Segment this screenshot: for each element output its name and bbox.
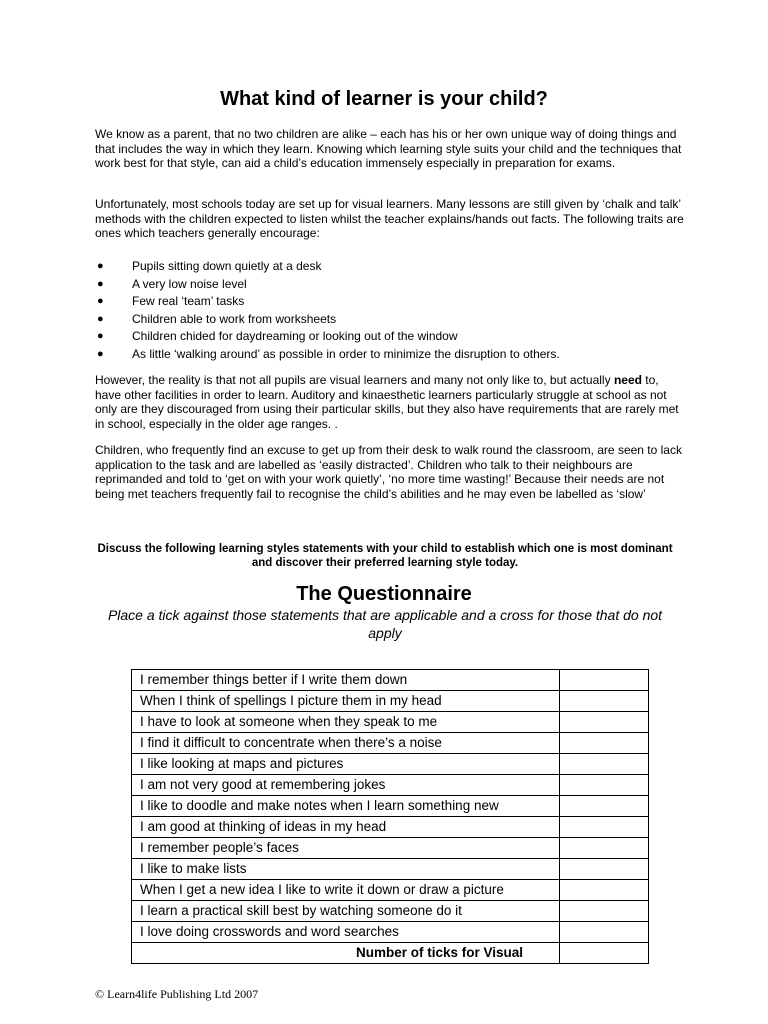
statement-cell: I am good at thinking of ideas in my head [132,817,560,838]
bullet-icon: ● [97,312,104,325]
trait-item [95,276,685,294]
trait-item [95,311,685,329]
tick-cell[interactable] [560,775,649,796]
bullet-icon: ● [97,295,104,307]
need-emphasis: need [613,373,642,387]
statement-cell: I remember people’s faces [132,838,560,859]
trait-item [95,328,685,346]
bullet-icon: ● [97,260,104,272]
table-row [132,712,649,733]
visual-schools-paragraph: Unfortunately, most schools today are set up for visual learners. Many lessons are still given by ‘chalk and talk’ methods with the children expected to listen whilst the teacher explains/hands out facts. The following traits are ones which teachers generally encourage: [95,197,684,240]
questionnaire-title: The Questionnaire [296,583,472,605]
tick-cell[interactable] [560,670,649,691]
statement-cell: I find it difficult to concentrate when there’s a noise [132,733,560,754]
statement-cell: I like looking at maps and pictures [132,754,560,775]
table-row [132,838,649,859]
statement-cell: I have to look at someone when they speak to me [132,712,560,733]
tick-cell[interactable] [560,712,649,733]
traits-list [95,258,685,363]
table-row [132,733,649,754]
tick-cell[interactable] [560,859,649,880]
statement-cell: I learn a practical skill best by watching someone do it [132,901,560,922]
tick-cell[interactable] [560,754,649,775]
trait-text: Pupils sitting down quietly at a desk [132,259,322,273]
tick-cell[interactable] [560,691,649,712]
trait-text: Children able to work from worksheets [132,311,337,326]
statement-cell: I like to make lists [132,859,560,880]
trait-item [95,346,685,364]
reality-text-end: to, have other facilities in order to learn. Auditory and kinaesthetic learners particularly struggle at school as not only are they discouraged from using their particular skills, but they also have requirements that are rarely met in school, especially in the older age ranges. . [95,373,679,431]
statement-cell: When I think of spellings I picture them in my head [132,691,560,712]
trait-text: Few real ‘team’ tasks [132,294,245,308]
table-row [132,922,649,943]
trait-text: A very low noise level [132,276,247,291]
bullet-icon: ● [97,277,104,290]
bullet-icon: ● [97,347,104,360]
statement-cell: I like to doodle and make notes when I learn something new [132,796,560,817]
tick-cell[interactable] [560,838,649,859]
table-row [132,859,649,880]
table-row [132,775,649,796]
trait-text: Children chided for daydreaming or looking out of the window [132,329,458,343]
trait-text: As little ‘walking around’ as possible in order to minimize the disruption to others. [132,346,560,361]
tick-cell[interactable] [560,901,649,922]
table-row [132,880,649,901]
trait-item [95,293,685,311]
reality-paragraph [95,373,685,431]
total-row [132,943,649,964]
tick-cell[interactable] [560,817,649,838]
table-row [132,691,649,712]
statement-cell: I remember things better if I write them down [132,670,560,691]
page-title: What kind of learner is your child? [220,88,548,110]
questionnaire-table [131,669,649,964]
intro-paragraph: We know as a parent, that no two children are alike – each has his or her own unique way of doing things and that includes the way in which they learn. Knowing which learning style suits your child and the techniques that work best for that style, can aid a child’s education immensely especially in preparation for exams. [95,127,682,170]
tick-cell[interactable] [560,733,649,754]
statement-cell: When I get a new idea I like to write it down or draw a picture [132,880,560,901]
questionnaire-subtitle: Place a tick against those statements that are applicable and a cross for those that do not apply [107,607,663,641]
discuss-instructions: Discuss the following learning styles statements with your child to establish which one is most dominant and discover their preferred learning style today. [97,543,673,569]
children-paragraph: Children, who frequently find an excuse to get up from their desk to walk round the classroom, are seen to lack application to the task and are labelled as ‘easily distracted’. Children who talk to their neighbours are reprimanded and told to ‘get on with your work quietly’, ‘no more time wasting!’ Because their needs are not being met teachers frequently fail to recognise the child’s abilities and he may even be labelled as ‘slow’ [95,443,682,501]
table-row [132,901,649,922]
trait-item [95,258,685,276]
tick-cell[interactable] [560,796,649,817]
statement-cell: I am not very good at remembering jokes [132,775,560,796]
tick-cell[interactable] [560,880,649,901]
table-row [132,817,649,838]
table-row [132,796,649,817]
statement-cell: I love doing crosswords and word searches [132,922,560,943]
total-count-cell[interactable] [560,943,649,964]
copyright-footer: © Learn4life Publishing Ltd 2007 [95,987,259,1001]
bullet-icon: ● [97,330,104,342]
reality-text-start: However, the reality is that not all pupils are visual learners and many not only like to, but actually [95,373,614,387]
total-label: Number of ticks for Visual [132,943,560,964]
table-row [132,754,649,775]
tick-cell[interactable] [560,922,649,943]
table-row [132,670,649,691]
